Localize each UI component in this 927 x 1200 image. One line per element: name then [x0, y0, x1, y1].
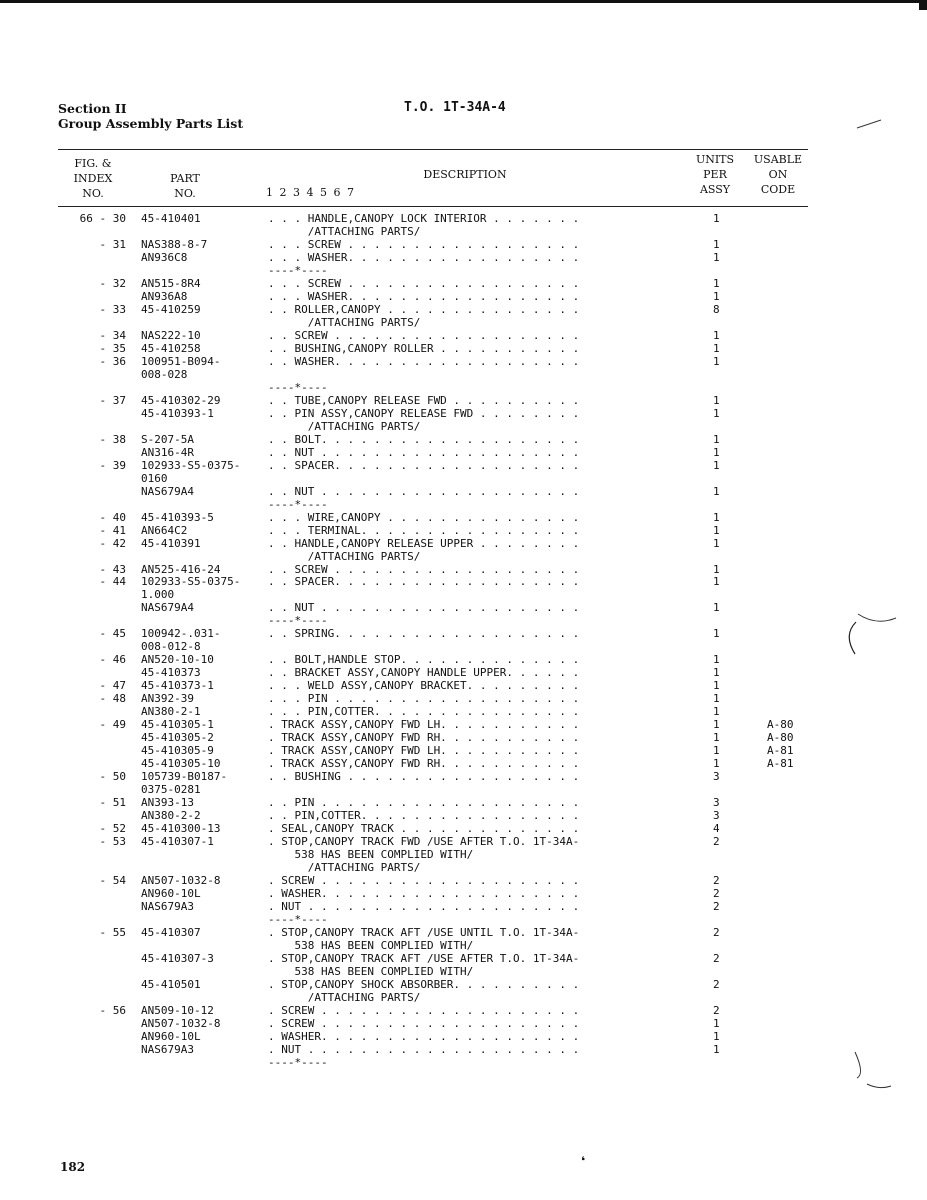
- units-per-assy-cell: 8: [713, 302, 720, 316]
- part-number-cell: 45-410501: [141, 977, 201, 991]
- units-per-assy-cell: 1: [713, 212, 720, 225]
- part-number-cell: 45-410307: [141, 925, 201, 939]
- description-cell: . . . SCREW . . . . . . . . . . . . . . . . . .: [268, 238, 580, 251]
- description-cell: . TRACK ASSY,CANOPY FWD RH. . . . . . . . . . .: [268, 731, 580, 745]
- units-per-assy-cell: 1: [713, 406, 720, 420]
- units-per-assy-cell: 1: [713, 238, 720, 251]
- column-usable-on-code: [746, 152, 810, 197]
- fig-index-cell: - 42: [99, 536, 126, 550]
- part-number-cell: AN936A8: [141, 289, 188, 303]
- fig-index-cell: - 56: [99, 1003, 126, 1017]
- units-per-assy-cell: 1: [713, 458, 720, 472]
- description-cell: . WASHER. . . . . . . . . . . . . . . . . . . .: [268, 1029, 580, 1043]
- description-cell: . . BOLT,HANDLE STOP. . . . . . . . . . . . . .: [268, 653, 580, 667]
- column-label: ON: [768, 168, 788, 181]
- header-bottom-rule: [58, 206, 808, 207]
- part-number-cell: 45-410373: [141, 666, 201, 680]
- scan-artifact-2: [840, 600, 900, 660]
- part-number-cell: 1.000: [141, 588, 175, 602]
- part-number-cell: NAS679A3: [141, 899, 194, 913]
- part-number-cell: 45-410305-1: [141, 718, 214, 732]
- part-number-cell: 45-410373-1: [141, 679, 214, 693]
- part-number-cell: NAS679A4: [141, 601, 194, 615]
- units-per-assy-cell: 3: [713, 809, 720, 823]
- units-per-assy-cell: 1: [713, 289, 720, 303]
- part-number-cell: 45-410305-9: [141, 744, 214, 758]
- description-cell: . . SPACER. . . . . . . . . . . . . . . . . . .: [268, 575, 580, 589]
- units-per-assy-cell: 2: [713, 951, 720, 965]
- part-number-cell: 100951-B094-: [141, 354, 221, 368]
- part-number-cell: AN393-13: [141, 796, 194, 810]
- section-subtitle: Group Assembly Parts List: [58, 116, 244, 131]
- units-per-assy-cell: 1: [713, 744, 720, 758]
- description-cell: 538 HAS BEEN COMPLIED WITH/: [268, 964, 474, 978]
- description-cell: . . . WASHER. . . . . . . . . . . . . . . . . .: [268, 289, 580, 303]
- description-cell: . . SCREW . . . . . . . . . . . . . . . . . . .: [268, 562, 580, 576]
- scan-artifact-3: [845, 1040, 895, 1095]
- description-cell: . . BUSHING . . . . . . . . . . . . . . . . . .: [268, 770, 580, 784]
- units-per-assy-cell: 1: [713, 536, 720, 550]
- description-cell: ----*----: [268, 497, 328, 511]
- column-part-no: [150, 171, 220, 201]
- corner-mark: [919, 0, 927, 10]
- fig-index-cell: - 46: [99, 653, 126, 667]
- fig-index-cell: - 32: [99, 276, 126, 290]
- units-per-assy-cell: 1: [713, 718, 720, 732]
- units-per-assy-cell: 1: [713, 393, 720, 407]
- units-per-assy-cell: 2: [713, 835, 720, 848]
- units-per-assy-cell: 2: [713, 977, 720, 991]
- part-number-cell: NAS388-8-7: [141, 238, 208, 251]
- fig-index-cell: - 47: [99, 679, 126, 693]
- units-per-assy-cell: 1: [713, 510, 720, 524]
- part-number-cell: AN664C2: [141, 523, 188, 537]
- part-number-cell: 45-410302-29: [141, 393, 221, 407]
- units-per-assy-cell: 1: [713, 341, 720, 355]
- part-number-cell: 45-410258: [141, 341, 201, 355]
- usable-on-code-cell: A-81: [767, 744, 794, 758]
- description-cell: . . . WIRE,CANOPY . . . . . . . . . . . . . . .: [268, 510, 580, 524]
- part-number-cell: 45-410307-3: [141, 951, 214, 965]
- column-fig-index: [60, 156, 126, 201]
- part-number-cell: 45-410305-2: [141, 731, 214, 745]
- units-per-assy-cell: 1: [713, 276, 720, 290]
- page-number: 182: [60, 1160, 86, 1174]
- description-cell: . TRACK ASSY,CANOPY FWD LH. . . . . . . . . . .: [268, 744, 580, 758]
- description-cell: . . BOLT. . . . . . . . . . . . . . . . . . . .: [268, 432, 580, 446]
- description-cell: . . . PIN . . . . . . . . . . . . . . . . . . .: [268, 692, 580, 706]
- description-cell: . TRACK ASSY,CANOPY FWD LH. . . . . . . . . . .: [268, 718, 580, 732]
- description-cell: /ATTACHING PARTS/: [268, 419, 421, 433]
- description-cell: . STOP,CANOPY TRACK AFT /USE AFTER T.O. 1T-34A-: [268, 951, 580, 965]
- units-per-assy-cell: 1: [713, 523, 720, 537]
- usable-on-code-cell: A-80: [767, 718, 794, 732]
- description-cell: . . . TERMINAL. . . . . . . . . . . . . . . . .: [268, 523, 580, 537]
- part-number-cell: 102933-S5-0375-: [141, 575, 241, 589]
- description-cell: /ATTACHING PARTS/: [268, 315, 421, 329]
- part-number-cell: AN520-10-10: [141, 653, 214, 667]
- units-per-assy-cell: 2: [713, 925, 720, 939]
- column-label: PER: [703, 168, 727, 181]
- part-number-cell: AN507-1032-8: [141, 1016, 221, 1030]
- units-per-assy-cell: 1: [713, 679, 720, 693]
- part-number-cell: 102933-S5-0375-: [141, 458, 241, 472]
- part-number-cell: AN509-10-12: [141, 1003, 214, 1017]
- description-cell: . . BUSHING,CANOPY ROLLER . . . . . . . . . . .: [268, 341, 580, 355]
- units-per-assy-cell: 1: [713, 627, 720, 641]
- fig-index-cell: - 53: [99, 835, 126, 848]
- fig-index-cell: - 37: [99, 393, 126, 407]
- part-number-cell: AN525-416-24: [141, 562, 221, 576]
- fig-index-cell: - 48: [99, 692, 126, 706]
- units-per-assy-cell: 1: [713, 1042, 720, 1056]
- part-number-cell: 45-410259: [141, 302, 201, 316]
- description-cell: . . TUBE,CANOPY RELEASE FWD . . . . . . . . . .: [268, 393, 580, 407]
- units-per-assy-cell: 1: [713, 1029, 720, 1043]
- description-cell: . . SPRING. . . . . . . . . . . . . . . . . . .: [268, 627, 580, 641]
- units-per-assy-cell: 3: [713, 770, 720, 784]
- fig-index-cell: - 54: [99, 874, 126, 887]
- part-number-cell: AN936C8: [141, 250, 188, 264]
- column-label: NO.: [174, 187, 196, 200]
- units-per-assy-cell: 1: [713, 562, 720, 576]
- description-cell: . STOP,CANOPY TRACK FWD /USE AFTER T.O. 1T-34A-: [268, 835, 580, 848]
- units-per-assy-cell: 1: [713, 601, 720, 615]
- part-number-cell: 45-410401: [141, 212, 201, 225]
- description-cell: . . . SCREW . . . . . . . . . . . . . . . . . .: [268, 276, 580, 290]
- part-number-cell: AN392-39: [141, 692, 194, 706]
- part-number-cell: 45-410305-10: [141, 757, 221, 771]
- usable-on-code-cell: A-81: [767, 757, 794, 771]
- description-cell: . . . WELD ASSY,CANOPY BRACKET. . . . . . . . .: [268, 679, 580, 693]
- column-units-per-assy: [684, 152, 746, 197]
- section-header: [58, 101, 243, 131]
- description-cell: . SCREW . . . . . . . . . . . . . . . . . . . .: [268, 1016, 580, 1030]
- description-cell: . . . WASHER. . . . . . . . . . . . . . . . . .: [268, 250, 580, 264]
- part-number-cell: 100942-.031-: [141, 627, 221, 641]
- description-cell: . . NUT . . . . . . . . . . . . . . . . . . . .: [268, 484, 580, 498]
- description-cell: . . PIN . . . . . . . . . . . . . . . . . . . .: [268, 796, 580, 810]
- fig-index-cell: - 33: [99, 302, 126, 316]
- description-cell: . . . PIN,COTTER. . . . . . . . . . . . . . . .: [268, 705, 580, 719]
- description-cell: /ATTACHING PARTS/: [268, 990, 421, 1004]
- part-number-cell: NAS679A4: [141, 484, 194, 498]
- fig-index-cell: - 51: [99, 796, 126, 810]
- fig-index-cell: 66 - 30: [79, 212, 126, 225]
- description-cell: . . WASHER. . . . . . . . . . . . . . . . . . .: [268, 354, 580, 368]
- description-cell: . . HANDLE,CANOPY RELEASE UPPER . . . . . . . .: [268, 536, 580, 550]
- description-cell: . . NUT . . . . . . . . . . . . . . . . . . . .: [268, 601, 580, 615]
- column-label: PART: [170, 172, 200, 185]
- description-cell: 538 HAS BEEN COMPLIED WITH/: [268, 938, 474, 952]
- part-number-cell: AN316-4R: [141, 445, 194, 459]
- description-cell: /ATTACHING PARTS/: [268, 861, 421, 874]
- description-cell: . . SPACER. . . . . . . . . . . . . . . . . . .: [268, 458, 580, 472]
- fig-index-cell: - 52: [99, 822, 126, 836]
- column-label: FIG. &: [74, 157, 112, 170]
- units-per-assy-cell: 1: [713, 575, 720, 589]
- description-cell: . SCREW . . . . . . . . . . . . . . . . . . . .: [268, 1003, 580, 1017]
- fig-index-cell: - 49: [99, 718, 126, 732]
- units-per-assy-cell: 2: [713, 899, 720, 913]
- part-number-cell: NAS222-10: [141, 328, 201, 342]
- units-per-assy-cell: 1: [713, 328, 720, 342]
- part-number-cell: S-207-5A: [141, 432, 194, 446]
- description-cell: . SEAL,CANOPY TRACK . . . . . . . . . . . . . .: [268, 822, 580, 836]
- description-cell: . NUT . . . . . . . . . . . . . . . . . . . . .: [268, 1042, 580, 1056]
- part-number-cell: 45-410391: [141, 536, 201, 550]
- part-number-cell: 45-410300-13: [141, 822, 221, 836]
- description-cell: . TRACK ASSY,CANOPY FWD RH. . . . . . . . . . .: [268, 757, 580, 771]
- fig-index-cell: - 55: [99, 925, 126, 939]
- units-per-assy-cell: 1: [713, 432, 720, 446]
- scan-artifact-1: [855, 114, 885, 134]
- scan-mark: ❛: [581, 1154, 586, 1168]
- column-label: USABLE: [753, 153, 803, 166]
- description-cell: . STOP,CANOPY SHOCK ABSORBER. . . . . . . . . .: [268, 977, 580, 991]
- part-number-cell: 0160: [141, 471, 168, 485]
- description-cell: . . PIN,COTTER. . . . . . . . . . . . . . . . .: [268, 809, 580, 823]
- units-per-assy-cell: 1: [713, 1016, 720, 1030]
- part-number-cell: AN380-2-1: [141, 705, 201, 719]
- part-number-cell: 008-012-8: [141, 640, 201, 654]
- fig-index-cell: - 39: [99, 458, 126, 472]
- part-number-cell: 0375-0281: [141, 783, 201, 797]
- part-number-cell: AN960-10L: [141, 887, 201, 900]
- description-cell: . WASHER. . . . . . . . . . . . . . . . . . . .: [268, 887, 580, 900]
- units-per-assy-cell: 2: [713, 874, 720, 887]
- column-label: NO.: [82, 187, 104, 200]
- section-title: Section II: [58, 101, 127, 116]
- part-number-cell: 45-410307-1: [141, 835, 214, 848]
- description-cell: . . BRACKET ASSY,CANOPY HANDLE UPPER. . . . . .: [268, 666, 580, 680]
- units-per-assy-cell: 3: [713, 796, 720, 810]
- units-per-assy-cell: 1: [713, 484, 720, 498]
- part-number-cell: 105739-B0187-: [141, 770, 228, 784]
- part-number-cell: 45-410393-5: [141, 510, 214, 524]
- fig-index-cell: - 50: [99, 770, 126, 784]
- description-cell: ----*----: [268, 912, 328, 926]
- fig-index-cell: - 38: [99, 432, 126, 446]
- units-per-assy-cell: 1: [713, 445, 720, 459]
- description-cell: 538 HAS BEEN COMPLIED WITH/: [268, 848, 474, 861]
- fig-index-cell: - 44: [99, 575, 126, 589]
- units-per-assy-cell: 1: [713, 731, 720, 745]
- description-cell: ----*----: [268, 380, 328, 394]
- fig-index-cell: - 34: [99, 328, 126, 342]
- part-number-cell: NAS679A3: [141, 1042, 194, 1056]
- description-cell: ----*----: [268, 614, 328, 628]
- part-number-cell: 45-410393-1: [141, 406, 214, 420]
- part-number-cell: 008-028: [141, 367, 188, 381]
- description-cell: . SCREW . . . . . . . . . . . . . . . . . . . .: [268, 874, 580, 887]
- fig-index-cell: - 45: [99, 627, 126, 641]
- fig-index-cell: - 36: [99, 354, 126, 368]
- fig-index-cell: - 43: [99, 562, 126, 576]
- description-cell: . . SCREW . . . . . . . . . . . . . . . . . . .: [268, 328, 580, 342]
- part-number-cell: AN507-1032-8: [141, 874, 221, 887]
- units-per-assy-cell: 1: [713, 666, 720, 680]
- units-per-assy-cell: 1: [713, 705, 720, 719]
- column-label: INDEX: [73, 172, 113, 185]
- top-border: [0, 0, 927, 3]
- units-per-assy-cell: 1: [713, 653, 720, 667]
- units-per-assy-cell: 1: [713, 692, 720, 706]
- description-cell: . STOP,CANOPY TRACK AFT /USE UNTIL T.O. 1T-34A-: [268, 925, 580, 939]
- description-cell: ----*----: [268, 263, 328, 277]
- description-cell: . . . HANDLE,CANOPY LOCK INTERIOR . . . . . . .: [268, 212, 580, 225]
- part-number-cell: AN380-2-2: [141, 809, 201, 823]
- header-top-rule: [58, 149, 808, 150]
- column-label: CODE: [760, 183, 796, 196]
- fig-index-cell: - 31: [99, 238, 126, 251]
- description-cell: ----*----: [268, 1055, 328, 1069]
- units-per-assy-cell: 2: [713, 887, 720, 900]
- part-number-cell: AN515-8R4: [141, 276, 201, 290]
- units-per-assy-cell: 1: [713, 354, 720, 368]
- fig-index-cell: - 35: [99, 341, 126, 355]
- fig-index-cell: - 41: [99, 523, 126, 537]
- description-cell: . . NUT . . . . . . . . . . . . . . . . . . . .: [268, 445, 580, 459]
- to-number: T.O. 1T-34A-4: [404, 100, 506, 115]
- units-per-assy-cell: 1: [713, 757, 720, 771]
- part-number-cell: AN960-10L: [141, 1029, 201, 1043]
- description-cell: /ATTACHING PARTS/: [268, 225, 421, 238]
- fig-index-cell: - 40: [99, 510, 126, 524]
- column-indent-digits: 1 2 3 4 5 6 7: [266, 186, 354, 199]
- description-cell: /ATTACHING PARTS/: [268, 549, 421, 563]
- column-label: ASSY: [699, 183, 731, 196]
- description-cell: . . PIN ASSY,CANOPY RELEASE FWD . . . . . . . .: [268, 406, 580, 420]
- column-description: DESCRIPTION: [423, 168, 507, 181]
- description-cell: . . ROLLER,CANOPY . . . . . . . . . . . . . . .: [268, 302, 580, 316]
- units-per-assy-cell: 2: [713, 1003, 720, 1017]
- usable-on-code-cell: A-80: [767, 731, 794, 745]
- description-cell: . NUT . . . . . . . . . . . . . . . . . . . . .: [268, 899, 580, 913]
- column-label: UNITS: [695, 153, 735, 166]
- units-per-assy-cell: 4: [713, 822, 720, 836]
- units-per-assy-cell: 1: [713, 250, 720, 264]
